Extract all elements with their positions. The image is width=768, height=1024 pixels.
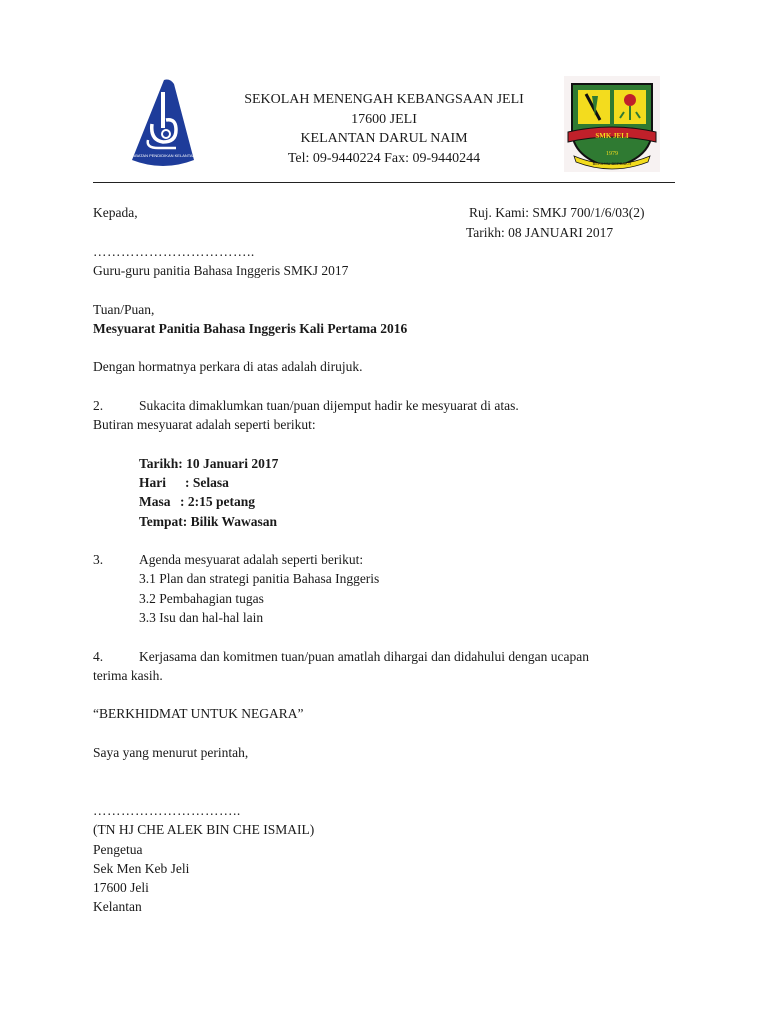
detail-value: : Bilik Wawasan: [182, 514, 278, 529]
signatory-name: (TN HJ CHE ALEK BIN CHE ISMAIL): [93, 822, 315, 837]
kepada-label: Kepada,: [93, 205, 138, 220]
paragraph-2-line-1: Sukacita dimaklumkan tuan/puan dijemput hadir ke mesyuarat di atas.: [139, 398, 519, 413]
salutation: Tuan/Puan,: [93, 302, 155, 317]
school-name: SEKOLAH MENENGAH KEBANGSAAN JELI: [244, 92, 524, 107]
detail-tempat: [139, 514, 277, 530]
detail-value: : 2:15 petang: [180, 494, 255, 509]
signatory-city: 17600 Jeli: [93, 880, 149, 895]
paragraph-4-line-1: Kerjasama dan komitmen tuan/puan amatlah dihargai dan didahului dengan ucapan: [139, 649, 589, 664]
paragraph-4-number: 4.: [93, 649, 104, 664]
subject: Mesyuarat Panitia Bahasa Inggeris Kali Pertama 2016: [93, 321, 408, 336]
detail-label: Tempat: [139, 514, 183, 529]
detail-tarikh: [139, 456, 278, 472]
detail-label: Masa: [139, 494, 171, 509]
school-state: KELANTAN DARUL NAIM: [300, 131, 468, 146]
paragraph-2-number: 2.: [93, 398, 104, 413]
paragraph-3-number: 3.: [93, 552, 104, 567]
agenda-item: 3.2 Pembahagian tugas: [139, 591, 264, 606]
detail-label: Hari: [139, 475, 166, 490]
header-divider: [93, 182, 675, 183]
detail-value: : 10 Januari 2017: [178, 456, 279, 471]
agenda-item: 3.1 Plan dan strategi panitia Bahasa Inggeris: [139, 571, 380, 586]
crest-year-text: 1979: [606, 151, 618, 157]
signature-dots: …………………………..: [93, 803, 241, 818]
reference-number: Ruj. Kami: SMKJ 700/1/6/03(2): [469, 205, 645, 220]
signatory-state: Kelantan: [93, 899, 142, 914]
detail-label: Tarikh: [139, 456, 179, 471]
left-logo-text: JABATAN PENDIDIKAN KELANTAN: [130, 153, 196, 158]
letterhead: [0, 90, 768, 168]
paragraph-2-line-2: Butiran mesyuarat adalah seperti berikut:: [93, 417, 316, 432]
school-phone-fax: Tel: 09-9440224 Fax: 09-9440244: [287, 150, 481, 166]
motto: “BERKHIDMAT UNTUK NEGARA”: [93, 706, 304, 721]
crest-motto-text: BERILMU BERBAKTI: [592, 161, 632, 166]
detail-value: : Selasa: [185, 475, 229, 490]
paragraph-4-line-2: terima kasih.: [93, 668, 163, 683]
addressee-dots: ……………………………..: [93, 244, 255, 259]
signatory-school: Sek Men Keb Jeli: [93, 861, 190, 876]
agenda-item: 3.3 Isu dan hal-hal lain: [139, 610, 264, 625]
detail-hari: [139, 475, 229, 491]
agenda-intro: Agenda mesyuarat adalah seperti berikut:: [139, 552, 364, 567]
school-postcode-city: 17600 JELI: [351, 111, 417, 127]
crest-banner-text: SMK JELI: [595, 132, 629, 140]
closing: Saya yang menurut perintah,: [93, 745, 249, 760]
recipient: Guru-guru panitia Bahasa Inggeris SMKJ 2017: [93, 263, 349, 278]
letter-date: Tarikh: 08 JANUARI 2017: [466, 225, 614, 240]
detail-masa: [139, 494, 255, 510]
signatory-title: Pengetua: [93, 842, 143, 857]
paragraph-1: Dengan hormatnya perkara di atas adalah dirujuk.: [93, 359, 363, 374]
